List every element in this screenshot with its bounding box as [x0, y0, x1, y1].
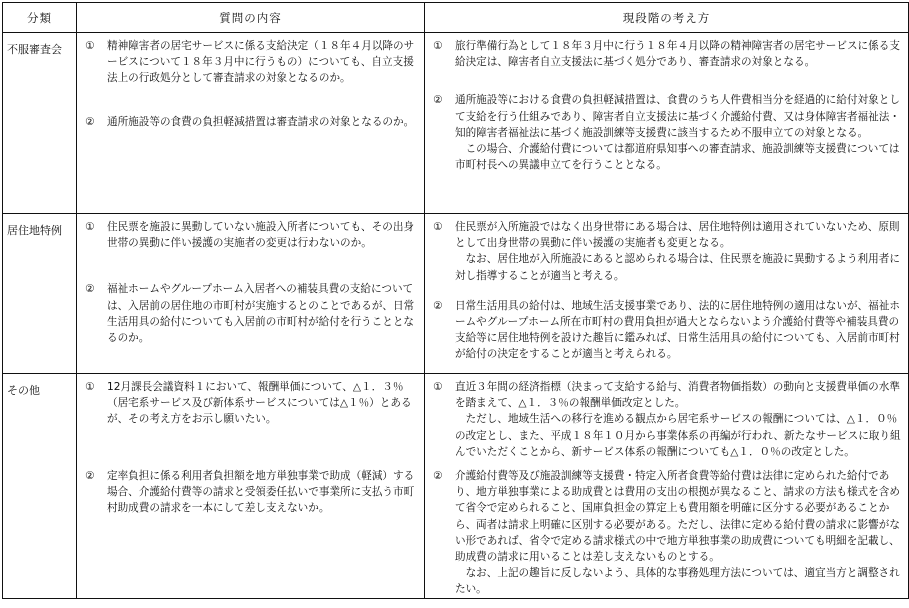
table-row: [3, 214, 909, 374]
question-item: ② 福祉ホームやグループホーム入居者への補装具費の支給については、入居前の居住地の市町村が実施するとのことであるが、日常生活用具の給付についても入居前の市町村が給付を行うこととなるのか。: [85, 283, 415, 345]
answer-cell: [425, 374, 909, 599]
question-item: ① 住民票を施設に異動していない施設入所者についても、その出身世帯の異動に伴い援護の実施者の変更は行わないのか。: [85, 221, 415, 250]
table-row: [3, 374, 909, 599]
question-item: ② 通所施設等の食費の負担軽減措置は審査請求の対象となるのか。: [85, 115, 415, 128]
category-cell: 居住地特例: [3, 214, 77, 374]
question-cell: [77, 33, 425, 214]
answer-item: ② 通所施設等における食費の負担軽減措置は、食費のうち人件費相当分を経過的に給付対象として支給を行う仕組みであり、障害者自立支援法に基づく介護給付費、又は身体障害者福祉法・知的障害者福祉法に基づく施設訓練等支援費に該当するため不服申立ての対象となる。 この場合、介護給付費については都道府県知事への審査請求、施設訓練等支援費については市町村長への異議申立てを行うこととなる。: [433, 94, 900, 172]
header-answer: 現段階の考え方: [425, 3, 909, 33]
answer-item: ② 介護給付費等及び施設訓練等支援費・特定入所者食費等給付費は法律に定められた給付であり、地方単独事業による助成費とは費用の支出の根拠が異なること、請求の方法も様式を含めて省令で定められること、国庫負担金の算定上も費用額を明確に区分する必要があることから、両者は請求上明確に区別する必要がある。ただし、法律に定める給付費の請求に影響がない形であれば、省令で定める請求様式の中で地方単独事業の助成費についても明細を記載し、助成費の請求に用いることは差し支えないものとする。 なお、上記の趣旨に反しないよう、具体的な事務処理方法については、適宜当方と調整されたい。: [433, 470, 900, 596]
question-item: ① 12月課長会議資料１において、報酬単価について、△１．３％（居宅系サービス及び新体系サービスについては△１％）とあるが、その考え方をお示し願いたい。: [85, 381, 412, 426]
answer-item: ① 直近３年間の経済指標（決まって支給する給与、消費者物価指数）の動向と支援費単価の水準を踏まえて、△１．３％の報酬単価改定とした。 ただし、地域生活への移行を進める観点から居宅系サービスの報酬については、△１．０％の改定とし、また、平成１８年１０月から事業体系の再編が行われ、新たなサービスに取り組んでいただくことから、新サービス体系の報酬についても△１．０％の改定とした。: [433, 381, 901, 458]
header-category: 分類: [3, 3, 77, 33]
answer-item: ① 住民票が入所施設ではなく出身世帯にある場合は、居住地特例は適用されていないため、原則として出身世帯の異動に伴い援護の実施者も変更となる。 なお、居住地が入所施設にあると認められる場合は、住民票を施設に異動するよう利用者に対し指導することが適当と考える。: [433, 221, 900, 282]
question-cell: [77, 214, 425, 374]
header-question: 質問の内容: [77, 3, 425, 33]
category-cell: その他: [3, 374, 77, 599]
answer-cell: [425, 33, 909, 214]
qa-table: [2, 2, 909, 599]
table-row: [3, 33, 909, 214]
answer-cell: [425, 214, 909, 374]
category-cell: 不服審査会: [3, 33, 77, 214]
answer-item: ② 日常生活用具の給付は、地域生活支援事業であり、法的に居住地特例の適用はないが、福祉ホームやグループホーム所在市町村の費用負担が過大とならないよう介護給付費等や補装具費の支給等に居住地特例を設けた趣旨に鑑みれば、日常生活用具の給付についても、入居前市町村が給付の決定をすることが適当と考えられる。: [433, 299, 900, 361]
header-row: [3, 3, 909, 33]
question-item: ② 定率負担に係る利用者負担額を地方単独事業で助成（軽減）する場合、介護給付費等の請求と受領委任払いで事業所に支払う市町村助成費の請求を一本にして差し支えないか。: [85, 469, 415, 515]
question-item: ① 精神障害者の居宅サービスに係る支給決定（１８年４月以降のサービスについて１８年３月中に行うもの）についても、自立支援法上の行政処分として審査請求の対象となるのか。: [85, 40, 415, 85]
answer-item: ① 旅行準備行為として１８年３月中に行う１８年４月以降の精神障害者の居宅サービスに係る支給決定は、障害者自立支援法に基づく処分であり、審査請求の対象となる。: [433, 40, 900, 69]
question-cell: [77, 374, 425, 599]
